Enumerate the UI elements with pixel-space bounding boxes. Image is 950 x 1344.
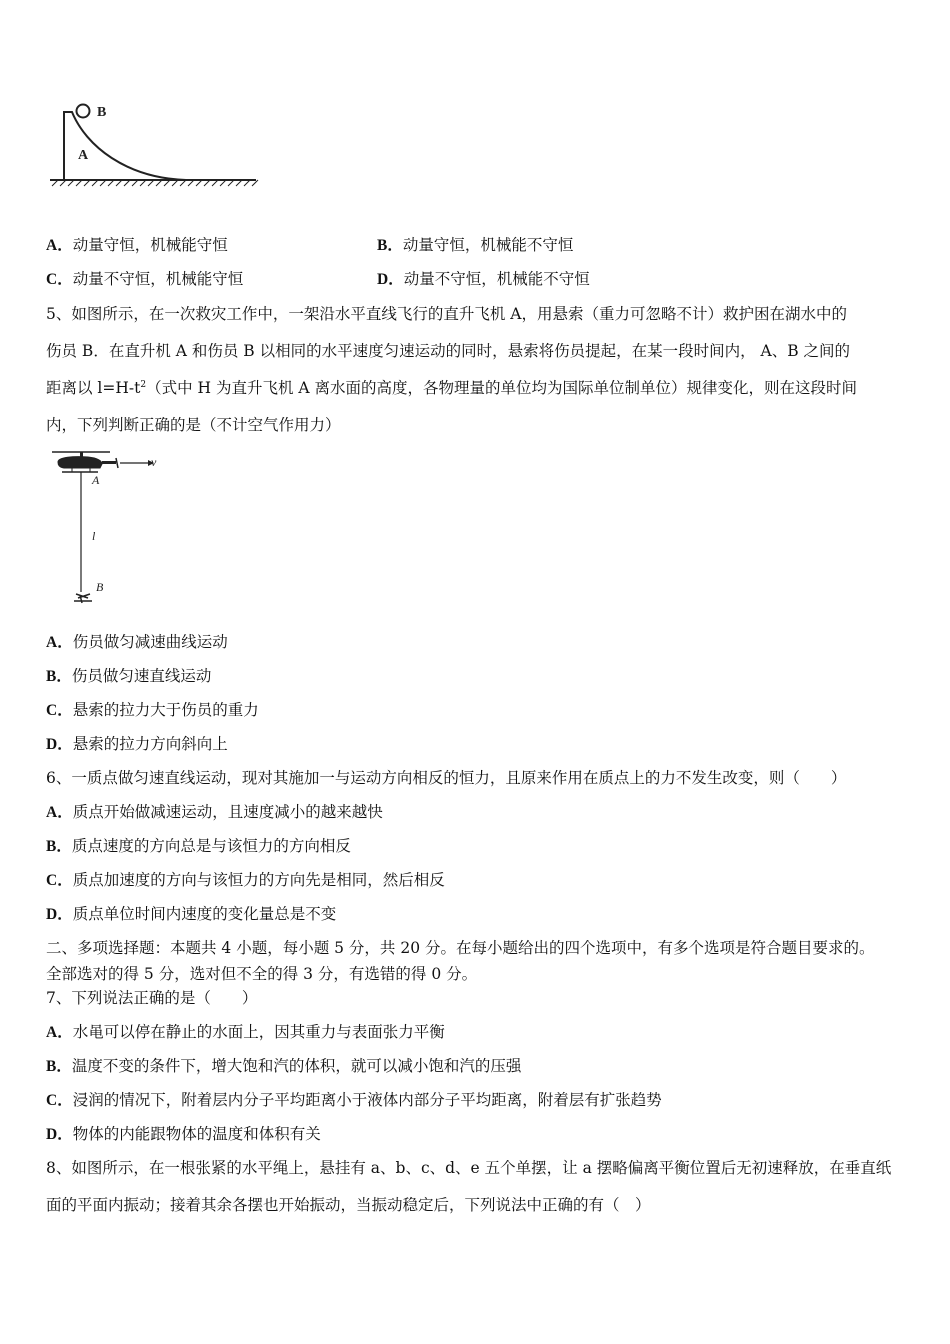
q8-stem-line2: 面的平面内振动；接着其余各摆也开始振动，当振动稳定后，下列说法中正确的有（ ） — [46, 1196, 651, 1214]
q5-option-a: A．伤员做匀减速曲线运动 — [46, 633, 228, 651]
q5-stem-line2: 伤员 B．在直升机 A 和伤员 B 以相同的水平速度匀速运动的同时，悬索将伤员提起，在某一段时间内， A、B 之间的 — [46, 342, 851, 360]
q5-option-c: C．悬索的拉力大于伤员的重力 — [46, 701, 259, 719]
q7-option-a: A．水黾可以停在静止的水面上，因其重力与表面张力平衡 — [46, 1023, 445, 1041]
q7-option-c: C．浸润的情况下，附着层内分子平均距离小于液体内部分子平均距离，附着层有扩张趋势 — [46, 1091, 662, 1109]
q6-option-d: D．质点单位时间内速度的变化量总是不变 — [46, 905, 337, 923]
helicopter-label: A — [92, 473, 100, 487]
section2-heading-line1: 二、多项选择题：本题共 4 小题，每小题 5 分，共 20 分。在每小题给出的四个选项中，有多个选项是符合题目要求的。 — [46, 939, 875, 957]
q6-option-b: B．质点速度的方向总是与该恒力的方向相反 — [46, 837, 351, 855]
section2-heading-line2: 全部选对的得 5 分，选对但不全的得 3 分，有选错的得 0 分。 — [46, 965, 478, 983]
block-label: A — [78, 148, 89, 163]
q7-stem: 7、下列说法正确的是（ ） — [46, 989, 258, 1007]
q5-stem-line4: 内，下列判断正确的是（不计空气作用力） — [46, 416, 341, 434]
q4-option-d: D．动量不守恒，机械能不守恒 — [377, 270, 590, 288]
q7-option-b: B．温度不变的条件下，增大饱和汽的体积，就可以减小饱和汽的压强 — [46, 1057, 522, 1075]
ball-label: B — [97, 105, 107, 120]
q5-option-b: B．伤员做匀速直线运动 — [46, 667, 212, 685]
q8-stem-line1: 8、如图所示，在一根张紧的水平绳上，悬挂有 a、b、c、d、e 五个单摆，让 a 摆略偏离平衡位置后无初速释放，在垂直纸 — [46, 1159, 892, 1177]
person-label: B — [96, 580, 104, 594]
q7-option-d: D．物体的内能跟物体的温度和体积有关 — [46, 1125, 321, 1143]
q5-option-d: D．悬索的拉力方向斜向上 — [46, 735, 228, 753]
q4-option-b: B．动量守恒，机械能不守恒 — [377, 236, 574, 254]
helicopter — [52, 452, 118, 472]
q6-stem: 6、一质点做匀速直线运动，现对其施加一与运动方向相反的恒力，且原来作用在质点上的力不发生改变，则（ ） — [46, 769, 847, 787]
q6-option-a: A．质点开始做减速运动，且速度减小的越来越快 — [46, 803, 383, 821]
q6-option-c: C．质点加速度的方向与该恒力的方向先是相同，然后相反 — [46, 871, 445, 889]
helicopter-figure — [44, 448, 174, 608]
velocity-label: v — [151, 455, 157, 469]
q4-option-c: C．动量不守恒，机械能守恒 — [46, 270, 244, 288]
ramp-block — [64, 112, 186, 180]
q4-option-a: A．动量守恒，机械能守恒 — [46, 236, 228, 254]
ramp-figure — [46, 96, 262, 192]
q5-stem-line3: 距离以 $l=H-t^2$（式中 H 为直升飞机 A 离水面的高度，各物理量的单位均为国际单位制单位）规律变化，则在这段时间 — [46, 379, 858, 397]
person — [74, 594, 92, 603]
rope-label: l — [92, 529, 96, 543]
q5-stem-line1: 5、如图所示，在一次救灾工作中，一架沿水平直线飞行的直升飞机 A，用悬索（重力可忽略不计）救护困在湖水中的 — [46, 305, 847, 323]
ball — [77, 105, 90, 118]
